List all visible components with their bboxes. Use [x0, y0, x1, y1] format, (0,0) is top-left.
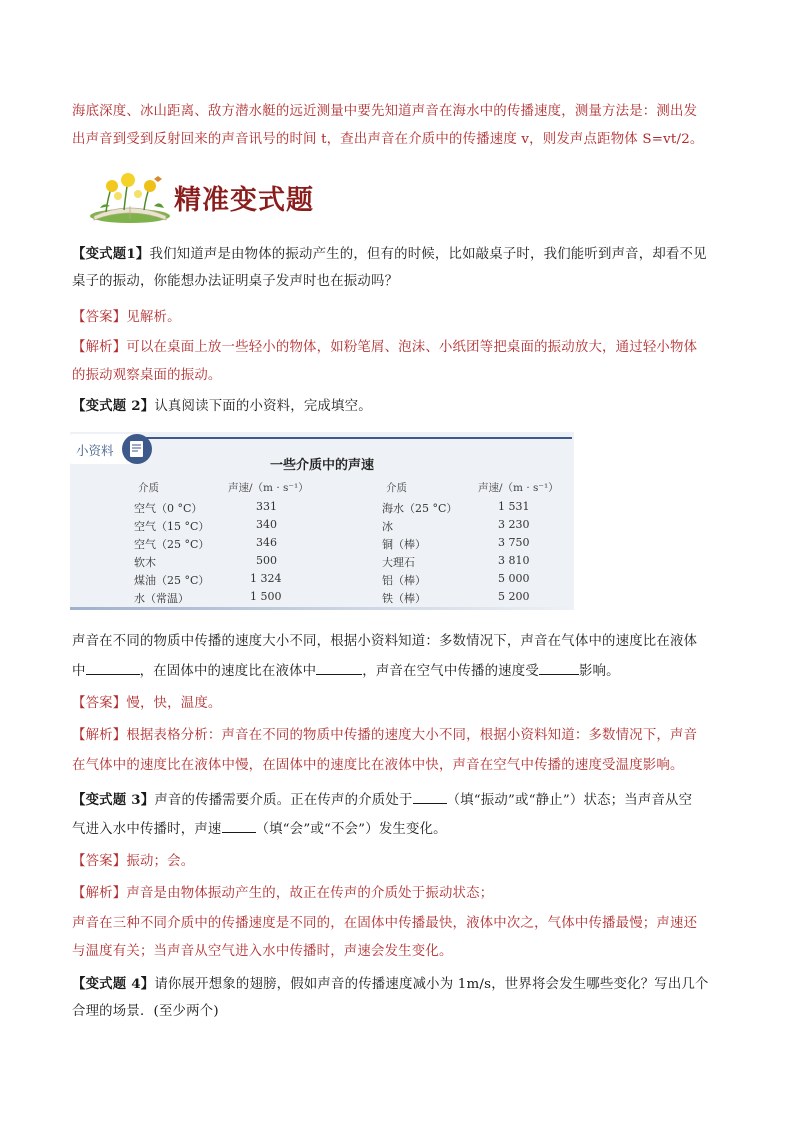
left-medium-5: 水（常温） [134, 592, 189, 605]
left-speed-3: 500 [256, 554, 277, 567]
q2-answer-text: 慢，快，温度。 [126, 696, 222, 711]
right-speed-5: 5 200 [498, 590, 530, 603]
left-speed-4: 1 324 [250, 572, 282, 585]
q4-tag: 【变式题 4】 [72, 976, 155, 992]
q2-fill-2b: ，在固体中的速度比在液体中 [139, 664, 317, 679]
q3-analysis-2: 声音在三种不同介质中的传播速度是不同的，在固体中传播最快，液体中次之，气体中传播最慢；声速还 [72, 916, 698, 931]
right-medium-2: 铜（棒） [382, 538, 426, 551]
blank-5[interactable] [222, 816, 256, 833]
right-medium-5: 铁（棒） [382, 592, 426, 605]
q3-line-1 [72, 786, 724, 815]
right-speed-1: 3 230 [498, 518, 530, 531]
right-medium-3: 大理石 [382, 556, 415, 569]
q3-text-1b: （填“振动”或“静止”）状态；当声音从空 [446, 793, 693, 808]
q1-answer [72, 304, 724, 332]
right-medium-1: 冰 [382, 520, 393, 533]
q3-text-2b: （填“会”或“不会”）发生变化。 [255, 822, 447, 837]
header-medium-right: 介质 [386, 482, 407, 494]
q2-fill-2 [72, 658, 724, 686]
left-medium-2: 空气（25 °C） [134, 538, 210, 551]
q3-analysis-tag: 【解析】 [72, 886, 127, 901]
q1-text-1: 我们知道声是由物体的振动产生的，但有的时候，比如敲桌子时，我们能听到声音，却看不见 [149, 247, 707, 262]
header-speed-left: 声速/（m · s⁻¹） [228, 482, 309, 494]
right-speed-2: 3 750 [498, 536, 530, 549]
intro-line-1: 海底深度、冰山距离、敌方潜水艇的远近测量中要先知道声音在海水中的传播速度，测量方法是：测出发 [72, 104, 698, 119]
right-speed-4: 5 000 [498, 572, 530, 585]
right-speed-3: 3 810 [498, 554, 530, 567]
q2-fill-2a: 中 [72, 664, 86, 679]
q1-analysis-tag: 【解析】 [72, 340, 127, 355]
right-medium-0: 海水（25 °C） [382, 502, 458, 515]
q2-text: 认真阅读下面的小资料，完成填空。 [154, 399, 372, 414]
left-speed-2: 346 [256, 536, 277, 549]
left-speed-5: 1 500 [250, 590, 282, 603]
q2-answer-tag: 【答案】 [72, 696, 127, 711]
card-title: 一些介质中的声速 [270, 458, 375, 473]
q2-fill-1: 声音在不同的物质中传播的速度大小不同，根据小资料知道：多数情况下，声音在气体中的速度比在液体 [72, 634, 698, 649]
q2-line-1 [72, 392, 724, 421]
q2-tag: 【变式题 2】 [72, 398, 155, 414]
q3-text-2a: 气进入水中传播时，声速 [72, 822, 222, 837]
q1-analysis-1 [72, 334, 724, 362]
q3-analysis-text-1: 声音是由物体振动产生的，故正在传声的介质处于振动状态； [126, 886, 494, 901]
q1-analysis-text-1: 可以在桌面上放一些轻小的物体，如粉笔屑、泡沫、小纸团等把桌面的振动放大，通过轻小物体 [126, 340, 698, 355]
q4-text-1: 请你展开想象的翅膀，假如声音的传播速度减小为 1m/s，世界将会发生哪些变化？写出几个 [154, 977, 709, 992]
blank-3[interactable] [539, 658, 579, 675]
q4-line-1 [72, 970, 724, 999]
left-speed-1: 340 [256, 518, 277, 531]
card-bottom-rule [70, 607, 574, 610]
left-medium-4: 煤油（25 °C） [134, 574, 210, 587]
q3-answer [72, 848, 724, 876]
q3-tag: 【变式题 3】 [72, 792, 155, 808]
q3-analysis-3: 与温度有关；当声音从空气进入水中传播时，声速会发生变化。 [72, 944, 453, 959]
blank-4[interactable] [413, 787, 447, 804]
left-medium-0: 空气（0 °C） [134, 502, 203, 515]
speed-table [70, 432, 574, 610]
q3-line-2 [72, 816, 724, 844]
blank-1[interactable] [86, 658, 140, 675]
q2-analysis-text-1: 根据表格分析：声音在不同的物质中传播的速度大小不同，根据小资料知道：多数情况下，声音 [126, 728, 698, 743]
right-speed-0: 1 531 [498, 500, 530, 513]
data-card [70, 432, 574, 610]
q2-analysis-1 [72, 722, 724, 750]
q3-answer-tag: 【答案】 [72, 854, 127, 869]
q1-line-2: 桌子的振动，你能想办法证明桌子发声时也在振动吗？ [72, 274, 399, 289]
q2-fill-2c: ，声音在空气中传播的速度受 [362, 664, 539, 679]
left-speed-0: 331 [256, 500, 277, 513]
q2-answer [72, 690, 724, 718]
q1-analysis-2: 的振动观察桌面的振动。 [72, 368, 222, 383]
q2-fill-2d: 影响。 [578, 664, 620, 679]
header-speed-right: 声速/（m · s⁻¹） [478, 482, 559, 494]
section-banner [88, 172, 348, 224]
q2-analysis-2: 在气体中的速度比在液体中慢，在固体中的速度比在液体中快，声音在空气中传播的速度受温度影响。 [72, 758, 684, 773]
blank-2[interactable] [316, 658, 362, 675]
q1-answer-tag: 【答案】 [72, 310, 127, 325]
q3-answer-text: 振动；会。 [126, 854, 195, 869]
left-medium-3: 软木 [134, 556, 156, 569]
q4-line-2: 合理的场景．(至少两个) [72, 1004, 219, 1019]
left-medium-1: 空气（15 °C） [134, 520, 210, 533]
q1-answer-text: 见解析。 [126, 310, 181, 325]
q3-text-1a: 声音的传播需要介质。正在传声的介质处于 [154, 793, 413, 808]
header-medium-left: 介质 [138, 482, 159, 494]
intro-line-2: 出声音到受到反射回来的声音讯号的时间 t，查出声音在介质中的传播速度 v，则发声点距物体 S=vt/2。 [72, 132, 704, 147]
q1-tag: 【变式题1】 [72, 246, 150, 262]
section-title: 精准变式题 [174, 185, 314, 216]
card-tag-label: 小资料 [76, 443, 114, 458]
right-medium-4: 铝（棒） [382, 574, 426, 587]
flower-book-icon [88, 172, 172, 224]
q1-line-1 [72, 240, 724, 269]
q3-analysis-1 [72, 880, 724, 908]
q2-analysis-tag: 【解析】 [72, 728, 127, 743]
